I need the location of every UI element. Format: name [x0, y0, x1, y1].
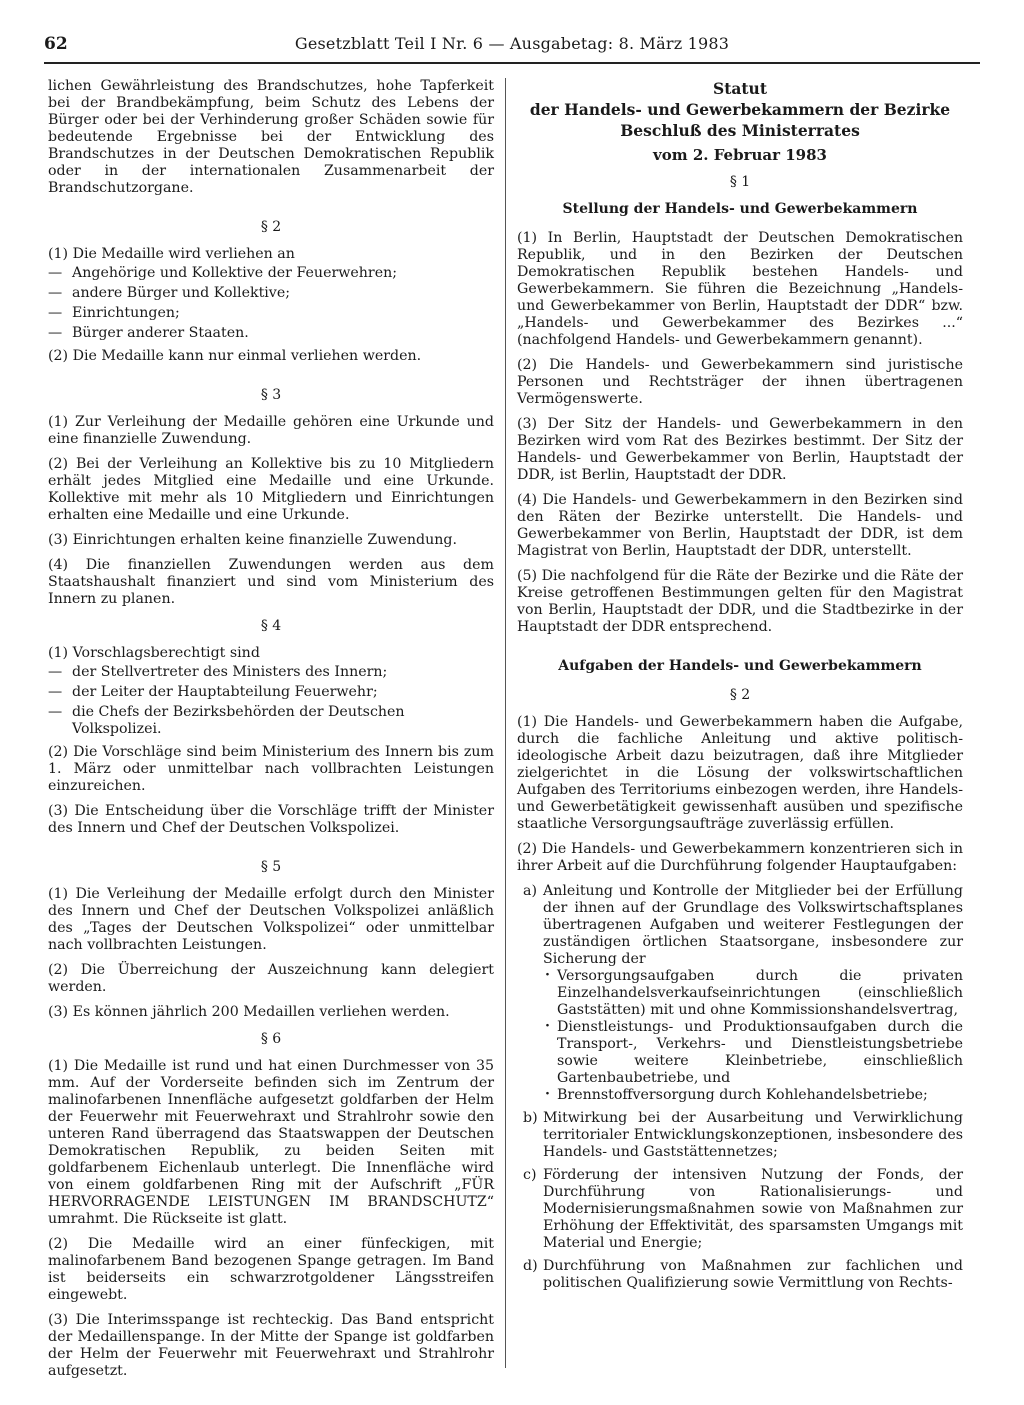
section-title: § 3: [260, 387, 282, 403]
task-text: Anleitung und Kontrolle der Mitglieder bei der Erfüllung der ihnen auf der Grundlage des Volkswirtschaftsplanes übertragenen Aufgaben und weiterer Festlegungen der zuständigen örtlichen Staatsorgane, insbesondere zur Sicherung der: [543, 883, 963, 967]
header-title: Gesetzblatt Teil I Nr. 6 — Ausgabetag: 8. März 1983: [294, 34, 730, 53]
paragraph: (1) Die Medaille ist rund und hat einen Durchmesser von 35 mm. Auf der Vorderseite befinden sich im Zentrum der malinofarbenen Innenfläche aufgesetzt goldfarben der Helm der Feuerwehr mit Feuerwehraxt und Strahlrohr sowie den unteren Rand überragend das Staatswappen der Deutschen Demokratischen Republik, zu beiden Seiten mit goldfarbenem Eichenlaub unterlegt. Die Innenfläche wird von einem goldfarbenen Ring mit der Aufschrift „FÜR HERVORRAGENDE LEISTUNGEN IM BRANDSCHUTZ“ umrahmt. Die Rückseite ist glatt.: [48, 1058, 494, 1227]
bullet-item: · Versorgungsaufgaben durch die privaten Einzelhandelsverkaufseinrichtungen (einschließlich Gaststätten) mit und ohne Kommissionshandelsvertrag,: [543, 968, 963, 1019]
paragraph: (4) Die Handels- und Gewerbekammern in den Bezirken sind den Räten der Bezirke unterstellt. Die Handels- und Gewerbekammer von Berlin, Hauptstadt der DDR, ist dem Magistrat von Berlin, Hauptstadt der DDR, unterstellt.: [517, 492, 963, 559]
intro-paragraph: lichen Gewährleistung des Brandschutzes, hohe Tapferkeit bei der Brandbekämpfung, beim Schutz des Lebens der Bürger oder bei der Verhinderung großer Schäden sowie für bedeutende Ergebnisse bei der Entwicklung des Brandschutzes in der Deutschen Demokratischen Republik oder in der internationalen Zusammenarbeit der Brandschutzorgane.: [48, 78, 494, 196]
section-title: § 2: [260, 219, 282, 235]
paragraph: (1) Die Verleihung der Medaille erfolgt durch den Minister des Innern und Chef der Deutschen Volkspolizei anläßlich des „Tages der Deutschen Volkspolizei“ oder unmittelbar nach vollbrachten Leistungen.: [48, 886, 494, 953]
task-label: c): [523, 1167, 537, 1183]
paragraph: (2) Bei der Verleihung an Kollektive bis zu 10 Mitgliedern erhält jedes Mitglied eine Medaille und eine Urkunde. Kollektive mit mehr als 10 Mitgliedern und Einrichtungen erhalten eine Medaille und eine Urkunde.: [48, 456, 494, 523]
list-item: — Angehörige und Kollektive der Feuerwehren;: [48, 265, 494, 282]
paragraph: (1) Zur Verleihung der Medaille gehören eine Urkunde und eine finanzielle Zuwendung.: [48, 414, 494, 447]
task-item: [517, 1110, 963, 1161]
task-text: Durchführung von Maßnahmen zur fachlichen und politischen Qualifizierung sowie Vermittlung von Rechts-: [543, 1258, 963, 1291]
dash-list: [48, 265, 494, 342]
list-item: — der Stellvertreter des Ministers des Innern;: [48, 664, 494, 681]
title-line: der Handels- und Gewerbekammern der Bezirke: [529, 100, 951, 119]
section-title: § 1: [729, 174, 751, 190]
paragraph: (1) In Berlin, Hauptstadt der Deutschen Demokratischen Republik, und in den Bezirken der Deutschen Demokratischen Republik bestehen Handels- und Gewerbekammern. Sie führen die Bezeichnung „Handels- und Gewerbekammer von Berlin, Hauptstadt der DDR“ bzw. „Handels- und Gewerbekammer des Bezirkes ...“ (nachfolgend Handels- und Gewerbekammern genannt).: [517, 230, 963, 348]
statute-title: [517, 78, 963, 141]
right-column: [517, 78, 963, 1298]
paragraph: (2) Die Überreichung der Auszeichnung kann delegiert werden.: [48, 962, 494, 995]
task-label: b): [523, 1110, 538, 1126]
paragraph: (2) Die Handels- und Gewerbekammern sind juristische Personen und Rechtsträger der ihnen übertragenen Vermögenswerte.: [517, 357, 963, 407]
list-item: — Bürger anderer Staaten.: [48, 325, 494, 342]
list-item: — der Leiter der Hauptabteilung Feuerwehr;: [48, 684, 494, 701]
task-label: a): [523, 883, 537, 899]
page-header: [44, 34, 980, 64]
task-text: Mitwirkung bei der Ausarbeitung und Verwirklichung territorialer Entwicklungskonzeptionen, insbesondere des Handels- und Gaststättennetzes;: [543, 1110, 963, 1160]
paragraph: (2) Die Medaille kann nur einmal verliehen werden.: [48, 348, 422, 364]
statute-date: vom 2. Februar 1983: [653, 146, 827, 164]
bullet-item: · Dienstleistungs- und Produktionsaufgaben durch die Transport-, Verkehrs- und Dienstleistungsbetriebe sowie weitere Kleinbetriebe, einschließlich Gartenbaubetriebe, und: [543, 1019, 963, 1087]
paragraph: (1) Vorschlagsberechtigt sind: [48, 645, 260, 661]
dash-list: [48, 664, 494, 738]
task-item: [517, 1258, 963, 1292]
list-item: — andere Bürger und Kollektive;: [48, 285, 494, 302]
left-column: [48, 78, 494, 1388]
section-title: § 4: [260, 618, 282, 634]
paragraph: (2) Die Handels- und Gewerbekammern konzentrieren sich in ihrer Arbeit auf die Durchführung folgender Hauptaufgaben:: [517, 841, 963, 874]
title-line: Beschluß des Ministerrates: [620, 121, 860, 140]
paragraph: (1) Die Handels- und Gewerbekammern haben die Aufgabe, durch die fachliche Anleitung und aktive politisch-ideologische Arbeit dazu beizutragen, daß ihre Mitglieder zielgerichtet in die Lösung der volkswirtschaftlichen Aufgaben des Territoriums einbezogen werden, ihre Handels- und Gewerbetätigkeit gewissenhaft ausüben und spezifische staatliche Versorgungsaufträge zuverlässig erfüllen.: [517, 714, 963, 832]
bullet-list: [543, 968, 963, 1104]
section-title: § 2: [729, 687, 751, 703]
page-number: 62: [44, 34, 68, 54]
paragraph: (3) Die Interimsspange ist rechteckig. Das Band entspricht der Medaillenspange. In der Mitte der Spange ist goldfarben der Helm der Feuerwehr mit Feuerwehraxt und Strahlrohr aufgesetzt.: [48, 1312, 494, 1379]
task-text: Förderung der intensiven Nutzung der Fonds, der Durchführung von Rationalisierungs- und Modernisierungsmaßnahmen sowie von Maßnahmen zur Erhöhung der Effektivität, des sparsamsten Umgangs mit Material und Energie;: [543, 1167, 963, 1251]
paragraph: (5) Die nachfolgend für die Räte der Bezirke und die Räte der Kreise getroffenen Bestimmungen gelten für den Magistrat von Berlin, Hauptstadt der DDR, und die Stadtbezirke in der Hauptstadt der DDR entsprechend.: [517, 568, 963, 635]
section-heading: Aufgaben der Handels- und Gewerbekammern: [558, 658, 922, 674]
paragraph: (2) Die Vorschläge sind beim Ministerium des Innern bis zum 1. März oder unmittelbar nach vollbrachten Leistungen einzureichen.: [48, 744, 494, 794]
paragraph: (2) Die Medaille wird an einer fünfeckigen, mit malinofarbenem Band bezogenen Spange getragen. Im Band ist beiderseits ein schwarzrotgoldener Längsstreifen eingewebt.: [48, 1236, 494, 1303]
section-title: § 6: [260, 1031, 282, 1047]
task-label: d): [523, 1258, 538, 1274]
paragraph: (3) Der Sitz der Handels- und Gewerbekammern in den Bezirken wird vom Rat des Bezirkes bestimmt. Der Sitz der Handels- und Gewerbekammer von Berlin, Hauptstadt der DDR, ist Berlin, Hauptstadt der DDR.: [517, 416, 963, 483]
column-divider: [505, 78, 506, 1368]
bullet-item: · Brennstoffversorgung durch Kohlehandelsbetriebe;: [543, 1087, 963, 1104]
paragraph: (1) Die Medaille wird verliehen an: [48, 246, 295, 262]
paragraph: (3) Einrichtungen erhalten keine finanzielle Zuwendung.: [48, 532, 457, 548]
title-line: Statut: [713, 79, 767, 98]
task-item: [517, 1167, 963, 1252]
list-item: — Einrichtungen;: [48, 305, 494, 322]
task-list: [517, 883, 963, 1292]
section-title: § 5: [260, 859, 282, 875]
section-heading: Stellung der Handels- und Gewerbekammern: [562, 201, 918, 217]
list-item: — die Chefs der Bezirksbehörden der Deutschen Volkspolizei.: [48, 704, 494, 738]
paragraph: (3) Die Entscheidung über die Vorschläge trifft der Minister des Innern und Chef der Deutschen Volkspolizei.: [48, 803, 494, 836]
paragraph: (4) Die finanziellen Zuwendungen werden aus dem Staatshaushalt finanziert und sind vom Ministerium des Innern zu planen.: [48, 557, 494, 607]
task-item: [517, 883, 963, 1104]
paragraph: (3) Es können jährlich 200 Medaillen verliehen werden.: [48, 1004, 450, 1020]
